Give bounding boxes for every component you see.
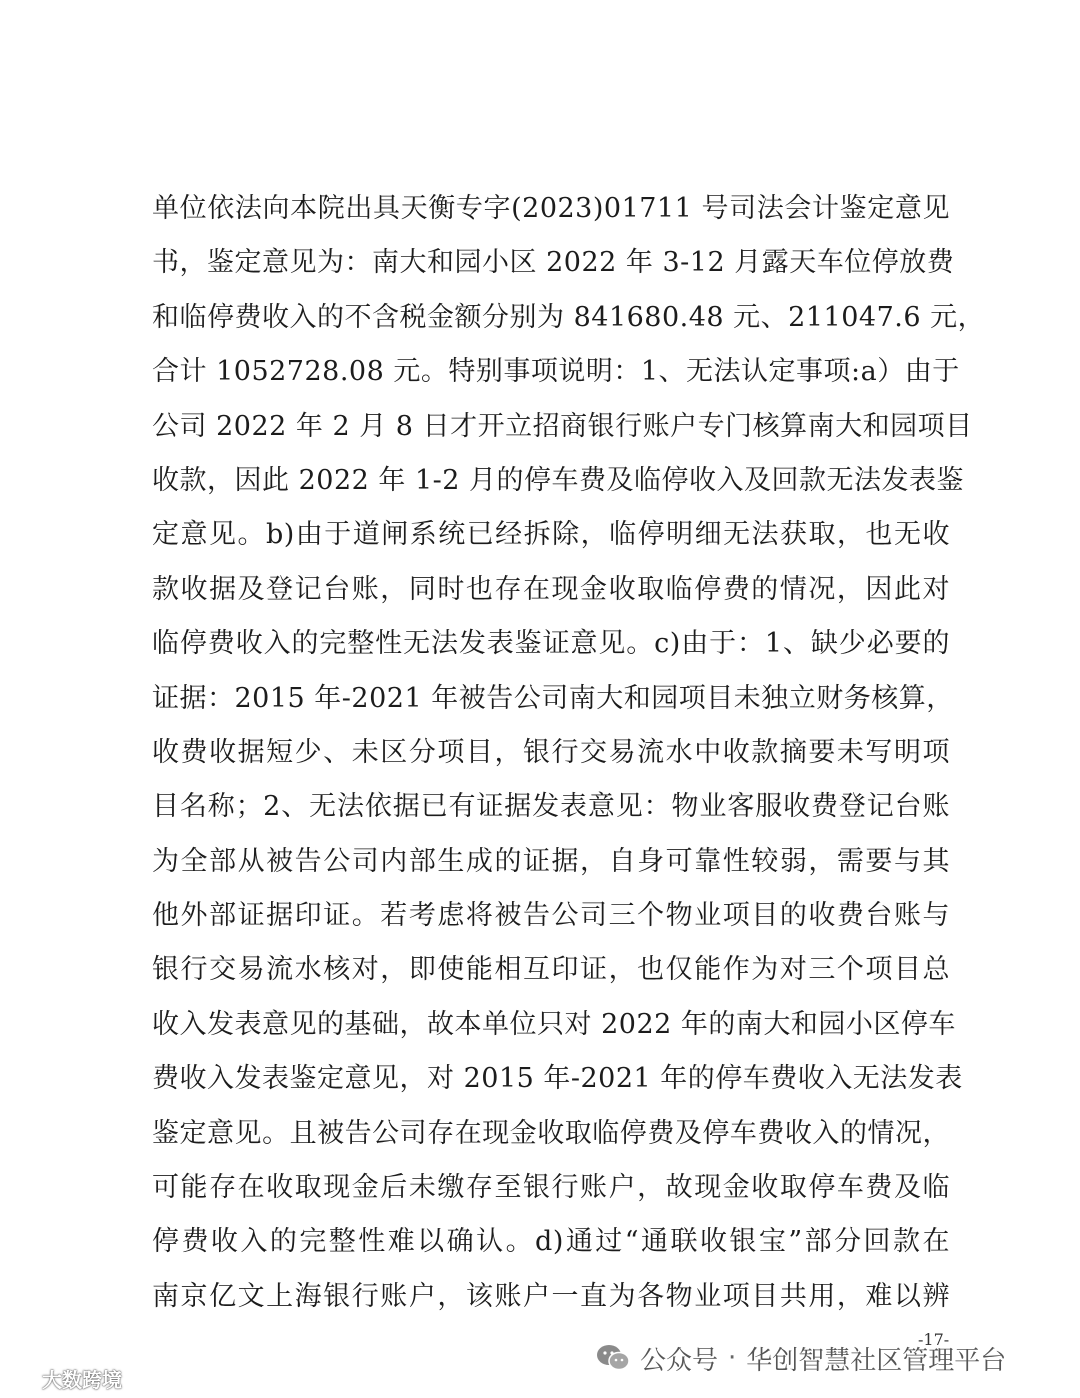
wechat-watermark bbox=[596, 1338, 1006, 1378]
text-line: 南京亿文上海银行账户，该账户一直为各物业项目共用，难以辨 bbox=[152, 1280, 950, 1312]
corner-watermark bbox=[12, 1364, 122, 1392]
text-line: 费收入发表鉴定意见，对 2015 年-2021 年的停车费收入无法发表 bbox=[152, 1063, 963, 1095]
text-line: 为全部从被告公司内部生成的证据，自身可靠性较弱，需要与其 bbox=[152, 845, 950, 877]
page-number: -17- bbox=[918, 1330, 950, 1349]
text-line: 停费收入的完整性难以确认。d)通过“通联收银宝”部分回款在 bbox=[152, 1226, 950, 1258]
corner-watermark-text: 大数跨境 bbox=[42, 1367, 122, 1392]
text-line: 款收据及登记台账，同时也存在现金收取临停费的情况，因此对 bbox=[152, 573, 950, 605]
text-line: 临停费收入的完整性无法发表鉴证意见。c)由于：1、缺少必要的 bbox=[152, 628, 950, 660]
text-line: 收款，因此 2022 年 1-2 月的停车费及临停收入及回款无法发表鉴 bbox=[152, 464, 965, 496]
text-line: 公司 2022 年 2 月 8 日才开立招商银行账户专门核算南大和园项目 bbox=[152, 410, 973, 442]
wechat-label: 公众号 bbox=[640, 1345, 719, 1376]
text-line: 收入发表意见的基础，故本单位只对 2022 年的南大和园小区停车 bbox=[152, 1008, 956, 1040]
document-body bbox=[152, 182, 986, 1324]
text-line: 可能存在收取现金后未缴存至银行账户，故现金收取停车费及临 bbox=[152, 1172, 950, 1204]
text-line: 合计 1052728.08 元。特别事项说明：1、无法认定事项:a）由于 bbox=[152, 356, 960, 388]
text-line: 目名称；2、无法依据已有证据发表意见：物业客服收费登记台账 bbox=[152, 791, 950, 823]
text-line: 单位依法向本院出具天衡专字(2023)01711 号司法会计鉴定意见 bbox=[152, 193, 950, 224]
text-line: 收费收据短少、未区分项目，银行交易流水中收款摘要未写明项 bbox=[152, 736, 950, 768]
text-line: 定意见。b)由于道闸系统已经拆除，临停明细无法获取，也无收 bbox=[152, 519, 950, 551]
text-line: 鉴定意见。且被告公司存在现金收取临停费及停车费收入的情况， bbox=[152, 1117, 950, 1149]
wechat-icon bbox=[596, 1343, 630, 1373]
text-line: 和临停费收入的不含税金额分别为 841680.48 元、211047.6 元， bbox=[152, 301, 986, 333]
text-line: 他外部证据印证。若考虑将被告公司三个物业项目的收费台账与 bbox=[152, 900, 950, 932]
text-line: 银行交易流水核对，即使能相互印证，也仅能作为对三个项目总 bbox=[152, 954, 950, 986]
watermark-separator: · bbox=[728, 1343, 737, 1373]
corner-logo-icon bbox=[12, 1366, 38, 1390]
account-name: 华创智慧社区管理平台 bbox=[746, 1345, 1007, 1376]
text-line: 书，鉴定意见为：南大和园小区 2022 年 3-12 月露天车位停放费 bbox=[152, 247, 955, 279]
text-line: 证据：2015 年-2021 年被告公司南大和园项目未独立财务核算， bbox=[152, 682, 954, 714]
